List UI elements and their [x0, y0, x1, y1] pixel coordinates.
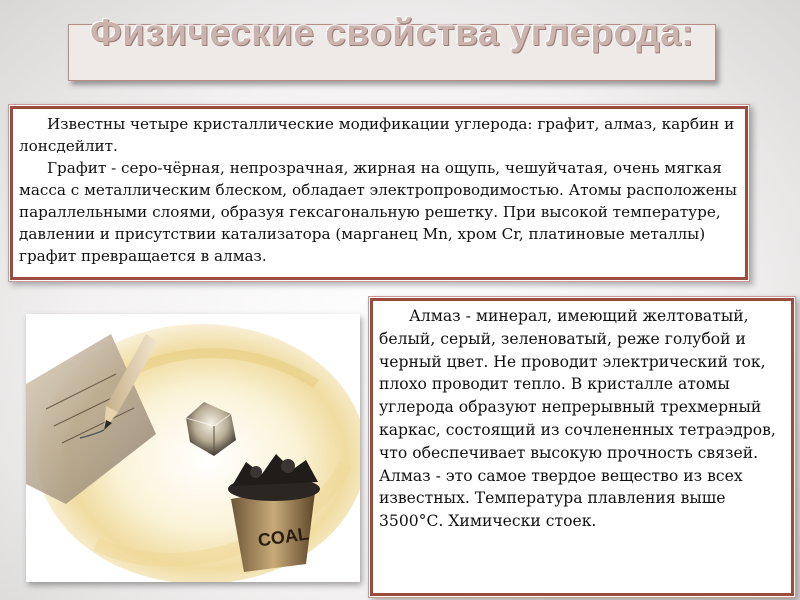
page-title: Физические свойства углерода: [90, 12, 694, 53]
modifications-paragraph: Известны четыре кристаллические модификации углерода: графит, алмаз, карбин и лонсдейлит. [19, 115, 735, 155]
title-banner [68, 12, 716, 81]
graphite-paragraph: Графит - серо-чёрная, непрозрачная, жирная на ощупь, чешуйчатая, очень мягкая масса с металлическим блеском, обладает электропроводимостью. Атомы расположены параллельными слоями, образуя гексагональную решетку. При высокой температуре, давлении и присутствии катализатора (марганец Mn, хром Cr, платиновые металлы) графит превращается в алмаз. [19, 159, 737, 265]
diamond-paragraph: Алмаз - минерал, имеющий желтоватый, белый, серый, зеленоватый, реже голубой и черный цвет. Не проводит электрический ток, плохо проводит тепло. В кристалле атомы углерода образуют непрерывный трехмерный каркас, состоящий из сочлененных тетраэдров, что обеспечивает высокую прочность связей. Алмаз - это самое твердое вещество из всех известных. Температура плавления выше 3500°С. Химически стоек. [379, 307, 776, 531]
graphite-text-panel [8, 104, 750, 282]
coal-label: COAL [256, 523, 310, 551]
illustration-svg [26, 314, 360, 582]
carbon-forms-illustration [26, 314, 360, 582]
diamond-text-panel [368, 296, 796, 598]
